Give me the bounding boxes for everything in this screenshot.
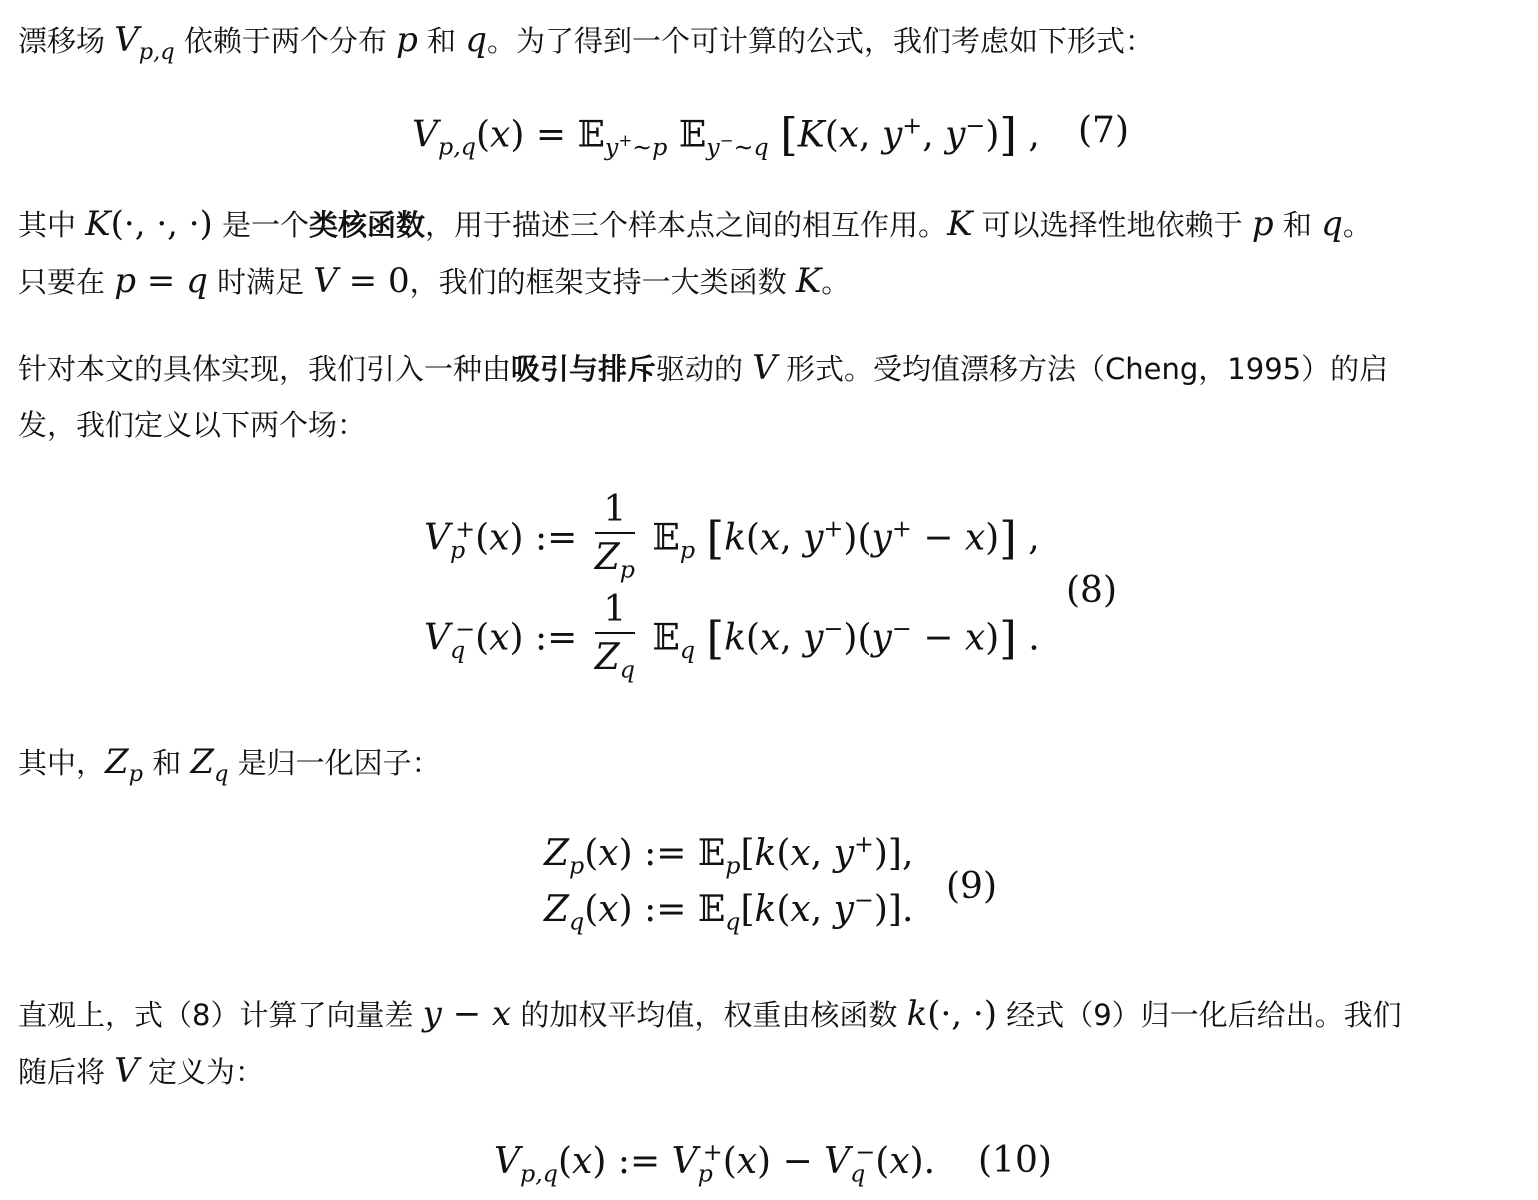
math-q: q (465, 20, 488, 60)
paragraph-kernel: 其中 K(·, ·, ·) 是一个类核函数，用于描述三个样本点之间的相互作用。K 可以选择性地依赖于 p 和 q。 只要在 p = q 时满足 V = 0，我们的框架支持一大类函数 K。 (18, 204, 1372, 301)
math-k: K (947, 204, 973, 244)
math-p: p (1251, 204, 1274, 244)
equation-10: $V_{p,q}(x)$ := $V_p^+(x) - V_q^-(x)$. (494, 1138, 936, 1188)
text: 形式。受均值漂移方法（Cheng，1995）的启 (776, 352, 1389, 386)
text: 针对本文的具体实现，我们引入一种由 (18, 352, 512, 386)
math-z-p: $Z_p$ (105, 742, 144, 787)
math-v-pq: $V_{p,q}$ (114, 20, 175, 65)
math-k-small: k (906, 994, 928, 1034)
text: 定义为： (138, 1055, 264, 1089)
text: 和 (1273, 208, 1322, 242)
paragraph-normalizers (18, 734, 1523, 791)
text: ，用于描述三个样本点之间的相互作用。 (425, 208, 948, 242)
text: 漂移场 (18, 24, 115, 58)
paragraph-intuition: 直观上，式（8）计算了向量差 y − x 的加权平均值，权重由核函数 k(·, ·) 经式（9）归一化后给出。我们 随后将 V 定义为： (18, 994, 1402, 1091)
math-p-eq-q: p (114, 261, 136, 301)
math-k: K (795, 261, 822, 301)
text: 随后将 (18, 1055, 115, 1089)
text: 。 (821, 265, 851, 299)
text: 是归一化因子： (228, 746, 441, 780)
text: 经式（9）归一化后给出。我们 (997, 998, 1402, 1032)
bold-term: 类核函数 (309, 208, 426, 242)
equation-8-line-1: $V_p^+(x)$ := $\frac{1}{Z_p}$ 𝔼$_p$ [k(x, y+)(y+ − x)] , (424, 489, 1040, 584)
text: 。 (1342, 208, 1372, 242)
math-v: V (752, 348, 777, 388)
math-p: p (396, 20, 418, 60)
bold-term: 吸引与排斥 (511, 352, 657, 386)
text: 的加权平均值，权重由核函数 (511, 998, 907, 1032)
math-v: V (114, 1051, 139, 1091)
equation-7: $V_{p,q}(x)$ = 𝔼$_{y^+\sim p}$ 𝔼$_{y^-\sim q}$ [K(x, y+, y−)] , (412, 108, 1040, 161)
text: 其中 (18, 208, 86, 242)
equation-9-tag: (9) (946, 866, 997, 907)
text: 驱动的 (656, 352, 753, 386)
text: 。为了得到一个可计算的公式，我们考虑如下形式： (487, 24, 1155, 58)
text: ，我们的框架支持一大类函数 (409, 265, 796, 299)
text: 只要在 (18, 265, 115, 299)
text: 依赖于两个分布 (174, 24, 397, 58)
equation-7-tag: (7) (1078, 110, 1129, 151)
text: 和 (417, 24, 466, 58)
paragraph-intro (18, 12, 1523, 69)
equation-10-tag: (10) (978, 1140, 1052, 1181)
math-k-dots: K (85, 204, 111, 244)
text: 发，我们定义以下两个场： (18, 408, 367, 442)
equation-8-line-2: $V_q^-(x)$ := $\frac{1}{Z_q}$ 𝔼$_q$ [k(x, y−)(y− − x)] . (424, 589, 1040, 684)
text: 和 (143, 746, 191, 780)
text: 直观上，式（8）计算了向量差 (18, 998, 423, 1032)
equation-8-tag: (8) (1066, 570, 1117, 611)
math-z-q: $Z_q$ (190, 742, 229, 787)
math-q: q (1321, 204, 1343, 244)
text: 可以选择性地依赖于 (972, 208, 1252, 242)
math-args: (·, ·, ·) (110, 204, 213, 244)
equation-9-line-2: $Z_q(x)$ := 𝔼$_q$[k(x, y−)]. (544, 886, 914, 936)
math-y-minus-x: y (422, 994, 442, 1034)
paragraph-fields (18, 340, 1523, 454)
text: 其中， (18, 746, 106, 780)
equation-9-line-1: $Z_p(x)$ := 𝔼$_p$[k(x, y+)], (544, 830, 914, 880)
text: 是一个 (212, 208, 310, 242)
math-v-eq-0: V (313, 261, 338, 301)
text: 时满足 (207, 265, 314, 299)
